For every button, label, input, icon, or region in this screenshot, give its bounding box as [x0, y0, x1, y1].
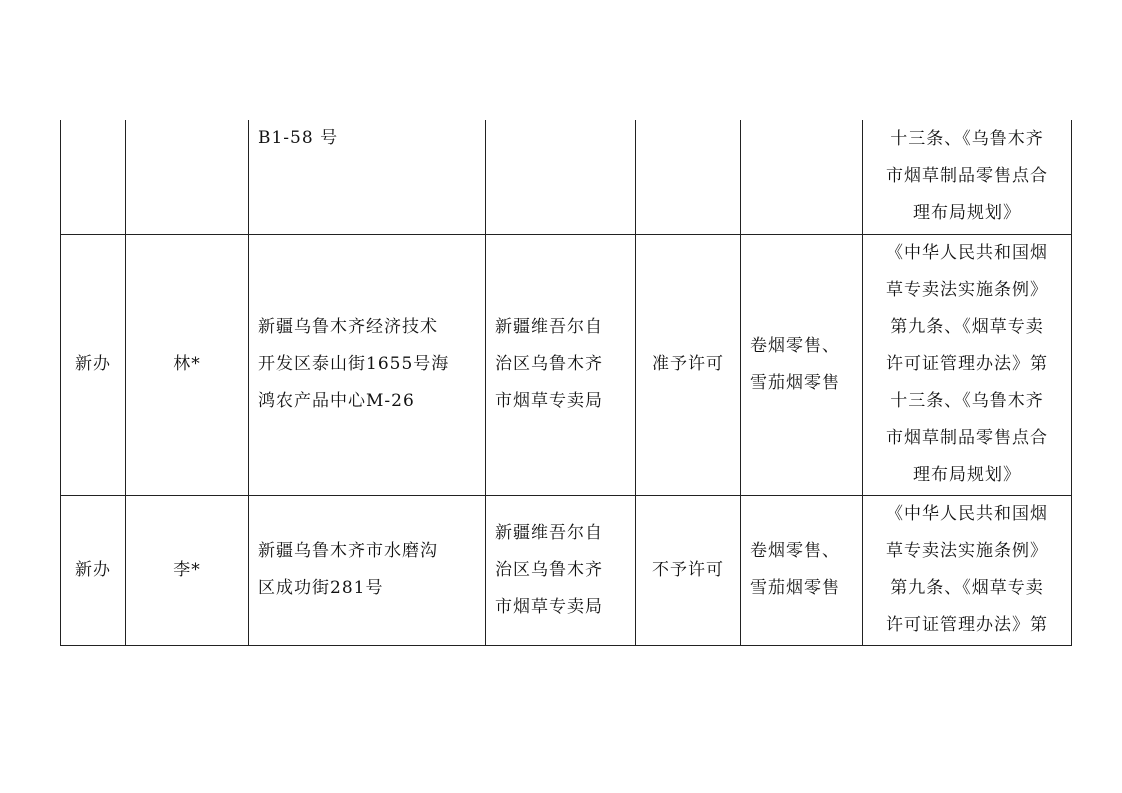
basis-line: 第九条、《烟草专卖 — [890, 317, 1044, 337]
basis-cell — [863, 120, 1072, 234]
basis-line: 市烟草制品零售点合 — [886, 428, 1048, 448]
basis-line: 理布局规划》 — [913, 465, 1021, 485]
address-line: 开发区泰山街1655号海 — [258, 354, 450, 374]
address-cell — [249, 234, 486, 495]
decision-cell: 不予许可 — [636, 495, 741, 645]
basis-line: 草专卖法实施条例》 — [886, 541, 1048, 561]
authority-line: 治区乌鲁木齐 — [495, 559, 603, 580]
basis-line: 许可证管理办法》第 — [886, 615, 1048, 635]
basis-line: 理布局规划》 — [913, 203, 1021, 224]
type-cell — [61, 120, 126, 234]
permit-table — [60, 120, 1072, 646]
basis-line: 市烟草制品零售点合 — [886, 166, 1048, 187]
table-row — [61, 120, 1072, 234]
type-cell: 新办 — [61, 234, 126, 495]
authority-line: 市烟草专卖局 — [495, 391, 603, 411]
address-cell — [249, 495, 486, 645]
address-line: 新疆乌鲁木齐市水磨沟 — [258, 541, 438, 561]
scope-line: 雪茄烟零售 — [750, 578, 840, 598]
address-line: 区成功街281号 — [258, 578, 384, 598]
address-cell — [249, 120, 486, 234]
scope-cell — [741, 495, 863, 645]
scope-line: 雪茄烟零售 — [750, 372, 840, 393]
name-cell: 李* — [126, 495, 249, 645]
authority-line: 治区乌鲁木齐 — [495, 354, 603, 374]
scope-cell — [741, 234, 863, 495]
authority-cell — [486, 495, 636, 645]
basis-line: 十三条、《乌鲁木齐 — [890, 129, 1044, 150]
authority-line: 新疆维吾尔自 — [495, 522, 603, 543]
scope-line: 卷烟零售、 — [750, 335, 840, 356]
basis-line: 十三条、《乌鲁木齐 — [890, 391, 1044, 411]
decision-cell — [636, 120, 741, 234]
table-row — [61, 234, 1072, 495]
name-cell — [126, 120, 249, 234]
address-line: 新疆乌鲁木齐经济技术 — [258, 317, 438, 337]
basis-line: 第九条、《烟草专卖 — [890, 578, 1044, 598]
table-row — [61, 495, 1072, 645]
scope-line: 卷烟零售、 — [750, 541, 840, 561]
basis-line: 《中华人民共和国烟 — [886, 243, 1048, 263]
basis-line: 《中华人民共和国烟 — [886, 504, 1048, 524]
basis-cell — [863, 495, 1072, 645]
authority-cell — [486, 234, 636, 495]
address-line: B1-58 号 — [258, 128, 339, 148]
authority-line: 新疆维吾尔自 — [495, 317, 603, 337]
decision-cell: 准予许可 — [636, 234, 741, 495]
authority-line: 市烟草专卖局 — [495, 596, 603, 617]
basis-line: 许可证管理办法》第 — [886, 354, 1048, 374]
name-cell: 林* — [126, 234, 249, 495]
scope-cell — [741, 120, 863, 234]
authority-cell — [486, 120, 636, 234]
basis-cell — [863, 234, 1072, 495]
basis-line: 草专卖法实施条例》 — [886, 280, 1048, 300]
type-cell: 新办 — [61, 495, 126, 645]
address-line: 鸿农产品中心M-26 — [258, 391, 415, 411]
